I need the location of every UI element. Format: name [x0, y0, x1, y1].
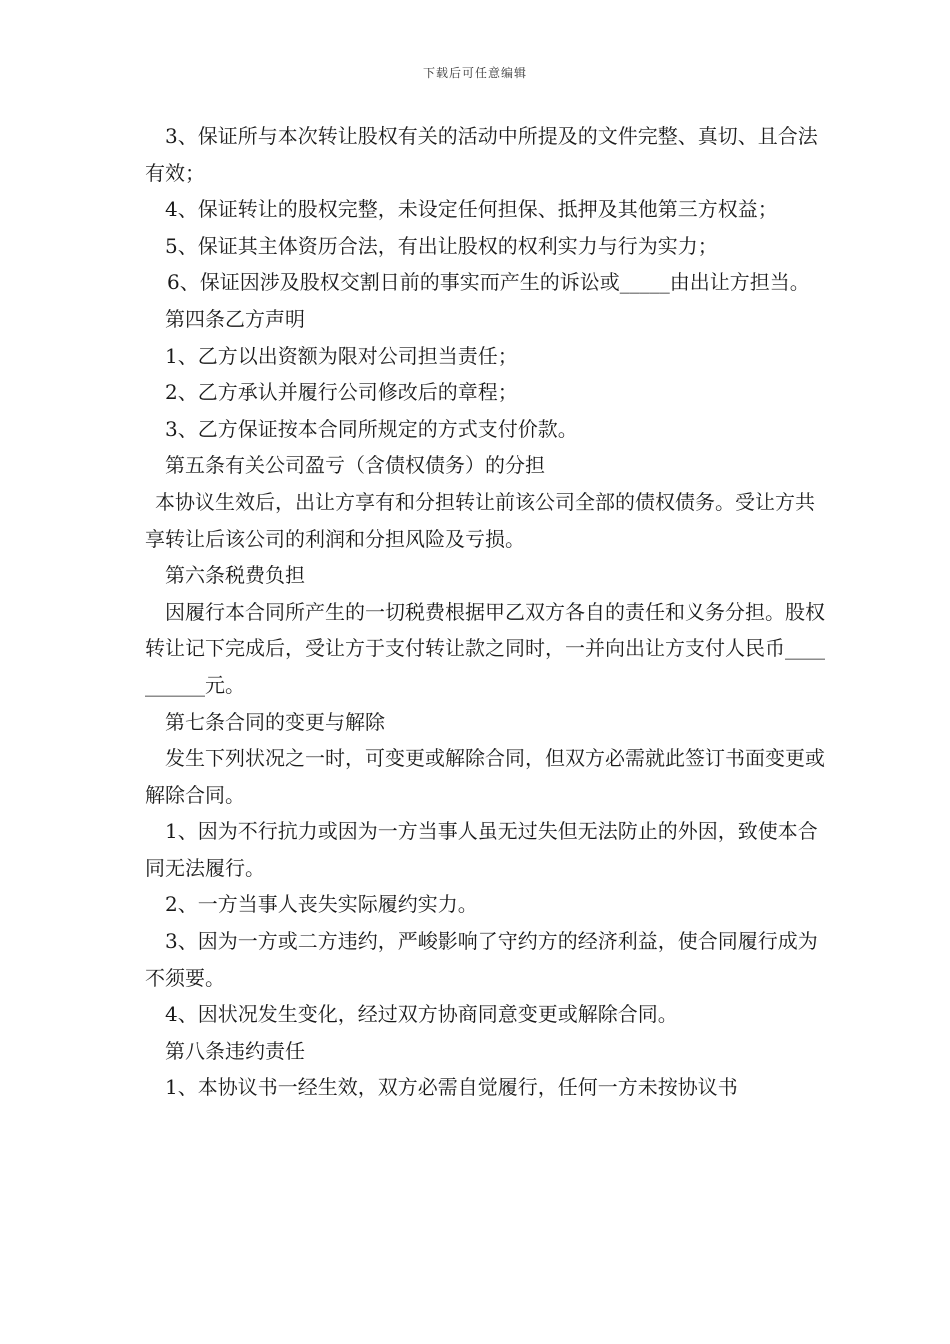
- section-heading: 第四条乙方声明: [165, 306, 305, 331]
- paragraph: 2、乙方承认并履行公司修改后的章程；: [165, 380, 518, 405]
- paragraph: 1、因为不行抗力或因为一方当事人虽无过失但无法防止的外因，致使本合同无法履行。: [145, 819, 818, 880]
- section-heading: 第七条合同的变更与解除: [165, 709, 385, 734]
- paragraph: 5、保证其主体资历合法，有出让股权的权利实力与行为实力；: [165, 233, 718, 258]
- section-heading: 第八条违约责任: [165, 1038, 305, 1063]
- document-body: [145, 118, 825, 1106]
- paragraph: 4、因状况发生变化，经过双方协商同意变更或解除合同。: [165, 1002, 678, 1027]
- paragraph: 发生下列状况之一时，可变更或解除合同，但双方必需就此签订书面变更或解除合同。: [145, 746, 825, 807]
- paragraph: 3、因为一方或二方违约，严峻影响了守约方的经济利益，使合同履行成为不须要。: [145, 929, 818, 990]
- paragraph: 3、乙方保证按本合同所规定的方式支付价款。: [165, 416, 578, 441]
- section-heading: 第六条税费负担: [165, 563, 305, 588]
- paragraph: 因履行本合同所产生的一切税费根据甲乙双方各自的责任和义务分担。股权转让记下完成后，受让方于支付转让款之同时，一并向出让方支付人民币__________元。: [145, 599, 825, 697]
- paragraph: 3、保证所与本次转让股权有关的活动中所提及的文件完整、真切、且合法有效；: [145, 124, 818, 185]
- paragraph: 1、乙方以出资额为限对公司担当责任；: [165, 343, 518, 368]
- paragraph: 本协议生效后，出让方享有和分担转让前该公司全部的债权债务。受让方共享转让后该公司的利润和分担风险及亏损。: [145, 489, 815, 551]
- page-header: 下载后可任意编辑: [422, 66, 527, 80]
- paragraph: 1、本协议书一经生效，双方必需自觉履行，任何一方未按协议书: [165, 1075, 738, 1100]
- section-heading: 第五条有关公司盈亏（含债权债务）的分担: [165, 453, 545, 478]
- paragraph: 4、保证转让的股权完整，未设定任何担保、抵押及其他第三方权益；: [165, 197, 778, 222]
- paragraph: 6、保证因涉及股权交割日前的事实而产生的诉讼或_____由出让方担当。: [167, 270, 810, 295]
- paragraph: 2、一方当事人丧失实际履约实力。: [165, 892, 478, 917]
